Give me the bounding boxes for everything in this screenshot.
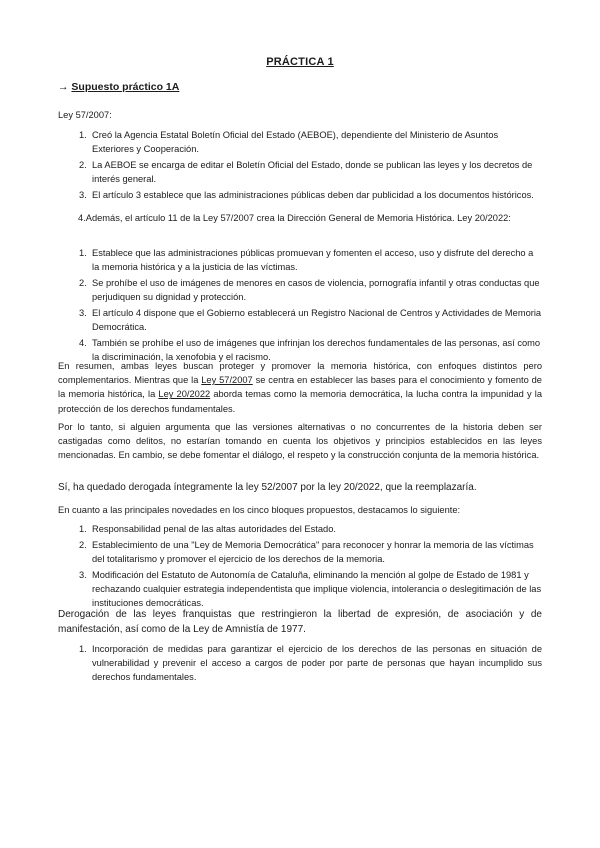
law-reference: Ley 20/2022 — [158, 389, 211, 400]
law-reference: Ley 57/2007 — [201, 375, 253, 386]
summary-text: En resumen, ambas leyes buscan proteger y promover la memoria histórica, con enfoques distintos pero complementarios. Mientras que la — [58, 361, 542, 386]
list-item — [58, 128, 542, 156]
list-number: 1. — [79, 248, 87, 258]
list-number: 1. — [79, 524, 87, 534]
page-title: PRÁCTICA 1 — [266, 56, 334, 68]
subheading-label: Supuesto práctico 1A — [71, 81, 180, 93]
list-item — [58, 246, 542, 274]
paragraph-conclusion: Por lo tanto, si alguien argumenta que las versiones alternativas o no concurrentes de la historia deben ser castigadas como delitos, no estarían tomando en cuenta los objetivos y principios establecidos en las leyes mencionadas. En cambio, se debe fomentar el diálogo, el respeto y la construcción conjunta de la memoria histórica. — [58, 422, 542, 461]
list-number: 1. — [79, 130, 87, 140]
law1-item4-text: 4.Además, el artículo 11 de la Ley 57/2007 crea la Dirección General de Memoria Histórica. Ley 20/2022: — [78, 213, 511, 223]
summary-text: se centra en establecer las bases para el conocimiento y fomento de la memoria histórica, la — [58, 375, 542, 400]
list-number: 3. — [79, 307, 87, 318]
novedades-list — [58, 522, 542, 612]
law1-label: Ley 57/2007: — [58, 110, 112, 120]
summary-text: aborda temas como la memoria democrática, la lucha contra la impunidad y la protección de los derechos fundamentales. — [58, 389, 542, 414]
list-item-text: Establece que las administraciones públicas promuevan y fomenten el acceso, uso y disfrute del derecho a la memoria histórica y a la justicia de las víctimas. — [92, 248, 534, 273]
list-item-text: El artículo 4 dispone que el Gobierno establecerá un Registro Nacional de Centros y Actividades de Memoria Democrática. — [92, 307, 542, 333]
list-item — [58, 568, 542, 611]
list-item — [58, 158, 542, 186]
list-item-text: Modificación del Estatuto de Autonomía de Cataluña, eliminando la mención al golpe de Estado de 1981 y rechazando cualquier estrategia independentista que implique violencia, intolerancia o deslegitimación de las instituciones democráticas. — [92, 569, 542, 609]
list-number: 4. — [79, 337, 87, 348]
list-item — [58, 522, 542, 536]
list-item — [58, 642, 542, 685]
list-item-text: Creó la Agencia Estatal Boletín Oficial del Estado (AEBOE), dependiente del Ministerio de Asuntos Exteriores y Cooperación. — [92, 130, 499, 155]
list-item-text: Se prohíbe el uso de imágenes de menores en casos de violencia, pornografía infantil y otras conductas que perjudiquen su dignidad y protección. — [92, 277, 540, 303]
list-number: 3. — [79, 569, 87, 580]
list-item-text: Establecimiento de una "Ley de Memoria Democrática" para reconocer y honrar la memoria de las víctimas del totalitarismo y promover el ejercicio de los derechos de la memoria. — [92, 539, 534, 564]
section-subheading — [58, 80, 179, 94]
list-item-text: El artículo 3 establece que las administraciones públicas deben dar publicidad a los documentos históricos. — [92, 189, 534, 200]
list-item-text: Incorporación de medidas para garantizar el ejercicio de los derechos de las personas en situación de vulnerabilidad y prevenir el acceso a cargos de poder por parte de personas que hayan incumplido sus derechos fundamentales. — [92, 644, 542, 683]
final-list — [58, 642, 542, 686]
law1-list — [58, 128, 542, 204]
paragraph-novedades-intro: En cuanto a las principales novedades en los cinco bloques propuestos, destacamos lo siguiente: — [58, 505, 461, 515]
list-item — [58, 188, 542, 202]
summary-paragraph — [58, 359, 542, 416]
law2-list — [58, 246, 542, 366]
list-item-text: También se prohíbe el uso de imágenes que infrinjan los derechos fundamentales de las personas, así como la discriminación, la xenofobia y el racismo. — [92, 337, 541, 362]
list-number: 2. — [79, 159, 87, 170]
paragraph-franquistas: Derogación de las leyes franquistas que restringieron la libertad de expresión, de asociación y de manifestación, así como de la Ley de Amnistía de 1977. — [58, 609, 542, 635]
list-number: 2. — [79, 539, 87, 550]
list-item — [58, 538, 542, 566]
list-item — [58, 276, 542, 304]
list-item-text: Responsabilidad penal de las altas autoridades del Estado. — [92, 524, 336, 534]
list-number: 2. — [79, 277, 87, 288]
list-item — [58, 306, 542, 334]
paragraph-derogation: Sí, ha quedado derogada íntegramente la ley 52/2007 por la ley 20/2022, que la reemplazaría. — [58, 482, 477, 493]
list-number: 1. — [79, 644, 87, 654]
list-number: 3. — [79, 189, 87, 200]
arrow-icon: → — [58, 81, 69, 93]
list-item-text: La AEBOE se encarga de editar el Boletín Oficial del Estado, donde se publican las leyes y los decretos de interés general. — [92, 159, 533, 185]
law1-item4-and-law2-label — [58, 208, 542, 228]
